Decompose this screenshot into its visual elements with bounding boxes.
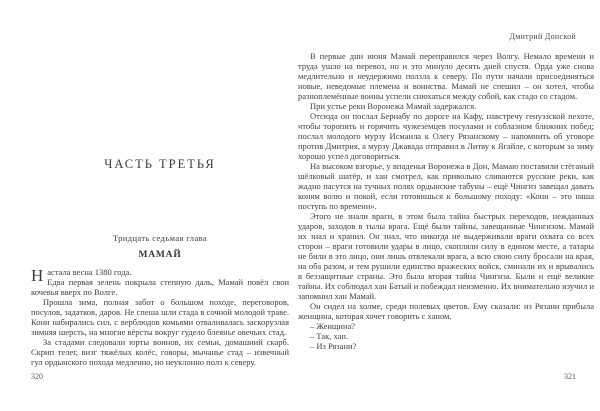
dialogue-line: – Из Рязани? — [310, 341, 357, 351]
paragraph: Прошла зима, полная забот о большом походе, переговоров, посулов, задатков, даров. Не спеша шли стада в сочной молодой траве. Кони набирались сил, с верблюдов комьями отваливалась заскорузлая зимняя шерсть, на многие вёрсты вокруг гудело блеянье овечьих стад. — [31, 297, 289, 337]
part-title: ЧАСТЬ ТРЕТЬЯ — [104, 157, 216, 171]
dialogue-line: – Так, хан. — [310, 331, 349, 341]
paragraph: В первые дни июня Мамай переправился через Волгу. Немало времени и труда ушло на перевоз, но и это минуло десять дней спустя. Орда уже снова медлительно и неудержимо ползла к северу. По пути начали присоединяться новые, неведомые племена и воинства. Мамай не спешил – он хотел, чтобы разноплемённые воины успели снюхаться между собой, как стадо со стадом. — [298, 51, 594, 101]
left-page-text — [31, 267, 289, 367]
paragraph: Этого не знали враги, в этом была тайна быстрых переходов, нежданных ударов, заходов в тылы врага. Ещё были тайны, завещанные Чингизом. Мамай их знал и хранил. Он знал, что никогда не выдерживали враги охвата со всех сторон – враги готовили удары в лицо, скопляли силу в едином месте, а татары не били в это лицо, они лишь отвлекали врага, а всю свою силу бросали на края, на оба разом, и тем рушили единство вражеских войск, сминали их и врывались в беззащитные страны. Это была вторая тайна Чингиза. Были и ещё великие тайны. Их соблюдал хан Батый и побеждал неизменно. Их внимательно изучил и запомнил хан Мамай. — [298, 211, 594, 301]
paragraph: За стадами следовали юрты воинов, их семьи, домашний скарб. Скрип телег, визг тяжёлых колёс, говоры, мычанье стад – извечный гул ордынского похода медленно, но неуклонно полз к северу. — [31, 337, 289, 367]
chapter-subtitle: Тридцать седьмая глава — [112, 233, 208, 243]
chapter-title: МАМАЙ — [138, 250, 182, 260]
left-page — [31, 0, 289, 411]
paragraph: Едва первая зелень покрыла степную даль, Мамай повёл свои кочевья вверх по Волге. — [31, 277, 289, 297]
paragraph: астала весна 1380 года. — [47, 267, 132, 277]
right-page — [298, 0, 594, 411]
page-number-right: 321 — [564, 372, 576, 381]
running-head: Дмитрий Донской — [509, 32, 576, 41]
drop-cap-letter: Н — [31, 266, 44, 285]
paragraph: Отсюда он послал Бернабу по дороге на Кафу, навстречу генуэзской пехоте, чтобы торопить и горячить чужеземцев посулами и соблазном ближних побед; послал молодого мурзу Исмаила к Олегу Рязанскому – напомнить об уговоре против Дмитрия, а мурзу Джавада отправил в Литву к Ягайле, с которым за зиму хорошо успел договориться. — [298, 111, 594, 161]
page-number-left: 320 — [31, 372, 43, 381]
right-page-text — [298, 51, 594, 351]
paragraph: При устье реки Воронежа Мамай задержался. — [310, 101, 477, 111]
dialogue-line: – Женщина? — [310, 321, 356, 331]
paragraph: На высоком взгорье, у впаденья Воронежа в Дон, Мамаю поставили стёганый шёлковый шатёр, и хан смотрел, как привольно сливаются русские реки, как жадно пасутся на тучных полях ордынские табуны – ещё Чингиз завещал давать коням волю и покой, если готовишься к большому походу: «Кони – это наша поступь по времени». — [298, 161, 594, 211]
paragraph: Он сидел на холме, среди полевых цветов. Ему сказали: из Рязани прибыла женщина, которая хочет говорить с ханом. — [298, 301, 594, 321]
